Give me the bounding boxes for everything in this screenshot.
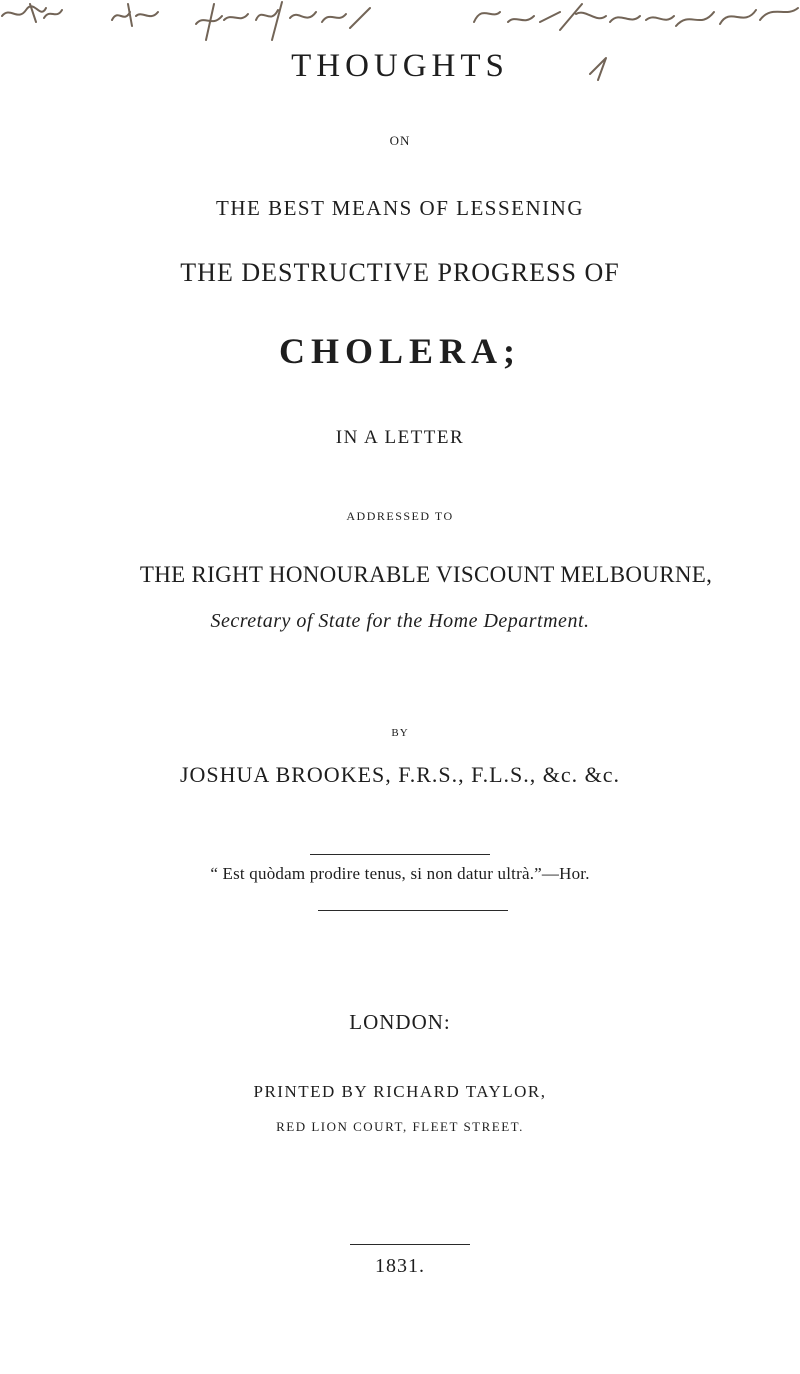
place-of-publication: LONDON: xyxy=(349,1010,451,1034)
subtitle-line-2: THE DESTRUCTIVE PROGRESS OF xyxy=(180,258,620,287)
divider-rule xyxy=(318,910,508,911)
addressee: THE RIGHT HONOURABLE VISCOUNT MELBOURNE, xyxy=(139,562,713,587)
title-thoughts: THOUGHTS xyxy=(291,48,509,84)
addressee-office: Secretary of State for the Home Department. xyxy=(210,610,590,632)
divider-rule xyxy=(350,1244,470,1245)
addressed-to: ADDRESSED TO xyxy=(346,509,454,523)
publication-year: 1831. xyxy=(375,1255,425,1277)
by-label: BY xyxy=(391,727,409,739)
motto: “ Est quòdam prodire tenus, si non datur ultrà.”—Hor. xyxy=(210,864,590,883)
in-a-letter: IN A LETTER xyxy=(335,427,465,448)
title-on: ON xyxy=(389,133,411,148)
author: JOSHUA BROOKES, F.R.S., F.L.S., &c. &c. xyxy=(179,762,621,787)
divider-rule xyxy=(310,854,490,855)
printer-address: RED LION COURT, FLEET STREET. xyxy=(276,1119,524,1134)
title-cholera: CHOLERA; xyxy=(278,331,521,371)
subtitle-line-1: THE BEST MEANS OF LESSENING xyxy=(216,196,584,220)
printer: PRINTED BY RICHARD TAYLOR, xyxy=(253,1082,547,1101)
